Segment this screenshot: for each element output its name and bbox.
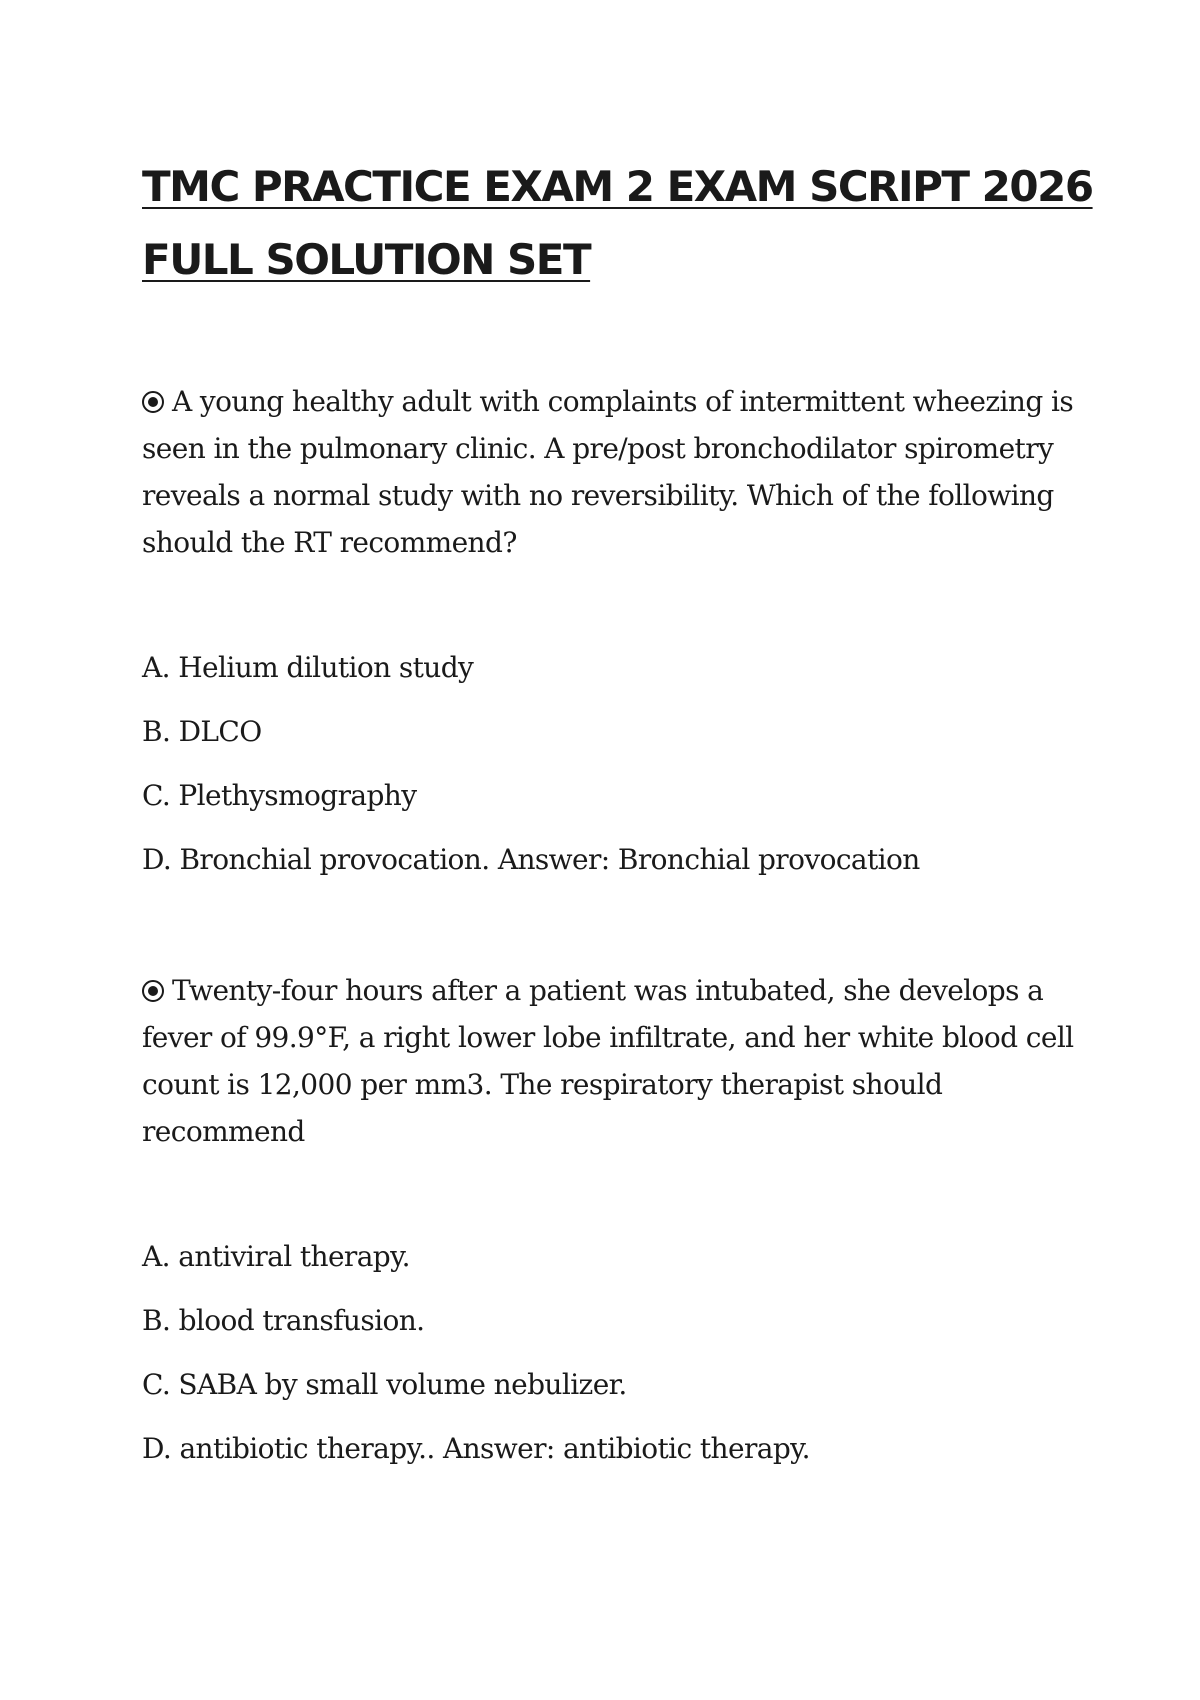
question-1-option-b: B. DLCO [142,715,262,748]
question-1-options [142,648,1082,904]
question-2-option-d: D. antibiotic therapy.. Answer: antibiotic therapy. [142,1432,810,1465]
question-1-option-d: D. Bronchial provocation. Answer: Bronchial provocation [142,843,920,876]
title-line-1: TMC PRACTICE EXAM 2 EXAM SCRIPT 2026 [142,162,1093,211]
question-2-option-b: B. blood transfusion. [142,1304,425,1337]
document-title [142,150,1102,296]
question-1-text [142,378,1082,566]
question-2-option-a: A. antiviral therapy. [142,1240,410,1273]
question-2-text [142,967,1082,1155]
question-1-stem: A young healthy adult with complaints of intermittent wheezing is seen in the pulmonary clinic. A pre/post bronchodilator spirometry reveals a normal study with no reversibility. Which of the following should the RT recommend? [142,385,1074,559]
question-2-option-c: C. SABA by small volume nebulizer. [142,1368,627,1401]
question-1-option-c: C. Plethysmography [142,779,417,812]
radio-bullet-icon [142,391,164,413]
radio-bullet-icon [142,980,164,1002]
question-1-option-a: A. Helium dilution study [142,651,474,684]
title-line-2: FULL SOLUTION SET [142,235,591,284]
question-2-stem: Twenty-four hours after a patient was intubated, she develops a fever of 99.9°F, a right lower lobe infiltrate, and her white blood cell count is 12,000 per mm3. The respiratory therapist should recommend [142,974,1074,1148]
question-2-options [142,1237,1082,1493]
